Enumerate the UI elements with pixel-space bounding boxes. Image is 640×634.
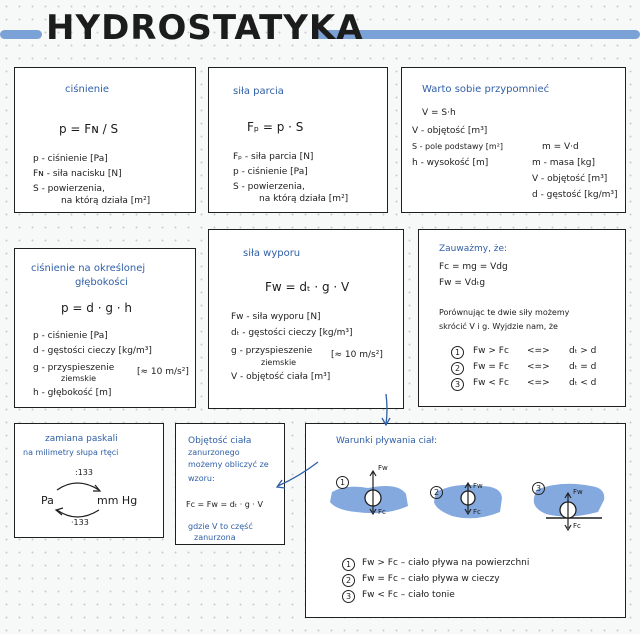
item: h - wysokość [m] [412, 158, 489, 168]
card-heading: głębokości [75, 277, 128, 288]
item: [≈ 10 m/s²] [331, 350, 383, 360]
card-heading: siła wyporu [243, 248, 301, 259]
card-heading: siła parcia [233, 86, 284, 97]
card-objetosc [175, 423, 285, 545]
row-number: 1 [342, 558, 355, 571]
mmhg-label: mm Hg [97, 494, 138, 507]
row-number: 3 [451, 378, 464, 391]
formula: Fₚ = p · S [247, 120, 304, 134]
line: Fc = mg = Vdg [439, 262, 508, 272]
row-text: Fᴡ > Fc – ciało pływa na powierzchni [362, 558, 530, 568]
force-label-fc: Fc [378, 508, 386, 516]
item: p - ciśnienie [Pa] [33, 331, 108, 341]
card-heading: ciśnienie na określonej [31, 263, 146, 274]
row-arrow: <=> [527, 378, 550, 388]
row-arrow: <=> [527, 362, 550, 372]
row-right: dₜ < d [569, 378, 597, 388]
note: zanurzona [194, 533, 236, 542]
note: gdzie V to część [188, 522, 253, 531]
page-title: HYDROSTATYKA [46, 8, 364, 48]
formula: p = d · g · h [61, 301, 133, 315]
item: m - masa [kg] [532, 158, 596, 168]
line: Objętość ciała [188, 436, 252, 446]
item: S - powierzenia, [233, 182, 305, 192]
row-text: Fᴡ < Fc – ciało tonie [362, 590, 455, 600]
item: Fɴ - siła nacisku [N] [33, 169, 122, 179]
conversion-arrows [15, 424, 165, 539]
item: h - głębokość [m] [33, 388, 112, 398]
row-number: 2 [451, 362, 464, 375]
row-right: dₜ > d [569, 346, 597, 356]
condition-row [342, 574, 622, 588]
row-number: 2 [342, 574, 355, 587]
row-number: 3 [342, 590, 355, 603]
card-heading: Warunki pływania ciał: [336, 436, 438, 446]
item: ziemskie [61, 374, 97, 383]
conversion-top-label: :133 [75, 468, 93, 477]
item: [≈ 10 m/s²] [137, 367, 189, 377]
item: m = V·d [542, 142, 579, 152]
item: g - przyspieszenie [231, 346, 313, 356]
card-warto [401, 67, 626, 213]
item: S - pole podstawy [m²] [412, 142, 504, 151]
item: V - objętość [m³] [532, 174, 608, 184]
title-band-right [316, 30, 640, 39]
row-left: Fᴡ < Fc [473, 378, 509, 388]
diagram-number: 1 [336, 476, 349, 489]
comparison-row [419, 362, 627, 376]
card-heading: ciśnienie [65, 84, 110, 95]
condition-row [342, 558, 622, 572]
diagram-number: 2 [430, 486, 443, 499]
item: d - gęstość [kg/m³] [532, 190, 618, 200]
force-label-fc: Fc [473, 508, 481, 516]
item: p - ciśnienie [Pa] [233, 167, 308, 177]
card-heading: Warto sobie przypomnieć [422, 84, 550, 95]
row-left: Fᴡ > Fc [473, 346, 509, 356]
item: V - objętość [m³] [412, 126, 488, 136]
card-glebokosc [14, 248, 196, 408]
diagram-number: 3 [532, 482, 545, 495]
force-label-fc: Fc [573, 522, 581, 530]
comparison-row [419, 346, 627, 360]
line: Fᴡ = Vdₜg [439, 278, 486, 288]
item: na którą działa [m²] [61, 196, 151, 206]
card-zamiana [14, 423, 164, 538]
item: na którą działa [m²] [259, 194, 349, 204]
line: wzoru: [188, 474, 215, 483]
card-sila-parcia [208, 67, 388, 213]
card-sila-wyporu [208, 229, 404, 409]
row-right: dₜ = d [569, 362, 597, 372]
line: zanurzonego [188, 448, 240, 457]
force-label-fw: Fᴡ [573, 488, 583, 496]
conversion-bottom-label: ·133 [71, 518, 89, 527]
line: Porównując te dwie siły możemy [439, 308, 570, 317]
item: Fₚ - siła parcia [N] [233, 152, 314, 162]
item: p - ciśnienie [Pa] [33, 154, 108, 164]
item: dₜ - gęstości cieczy [kg/m³] [231, 328, 353, 338]
card-heading: zamiana paskali [45, 434, 118, 444]
card-cisnienie [14, 67, 196, 213]
card-heading: na milimetry słupa rtęci [23, 448, 119, 457]
title-band-left [0, 30, 42, 39]
comparison-row [419, 378, 627, 392]
formula: p = Fɴ / S [59, 122, 119, 136]
force-label-fw: Fᴡ [473, 482, 483, 490]
card-warunki [305, 423, 626, 618]
item: S - powierzenia, [33, 184, 105, 194]
card-heading: Zauważmy, że: [439, 244, 508, 254]
row-arrow: <=> [527, 346, 550, 356]
item: Fᴡ - siła wyporu [N] [231, 312, 321, 322]
row-text: Fᴡ = Fc – ciało pływa w cieczy [362, 574, 500, 584]
line: skrócić V i g. Wyjdzie nam, że [439, 322, 558, 331]
line: możemy obliczyć ze [188, 460, 269, 469]
row-number: 1 [451, 346, 464, 359]
force-label-fw: Fᴡ [378, 464, 388, 472]
formula: Fc = Fᴡ = dₜ · g · V [186, 500, 263, 509]
condition-row [342, 590, 622, 604]
item: V - objętość ciała [m³] [231, 372, 331, 382]
item: d - gęstości cieczy [kg/m³] [33, 346, 152, 356]
item: ziemskie [261, 358, 297, 367]
item: g - przyspieszenie [33, 363, 115, 373]
item: V = S·h [422, 108, 456, 118]
row-left: Fᴡ = Fc [473, 362, 509, 372]
card-zauwazmy [418, 229, 626, 407]
pa-label: Pa [41, 494, 54, 507]
formula: Fᴡ = dₜ · g · V [265, 280, 350, 294]
